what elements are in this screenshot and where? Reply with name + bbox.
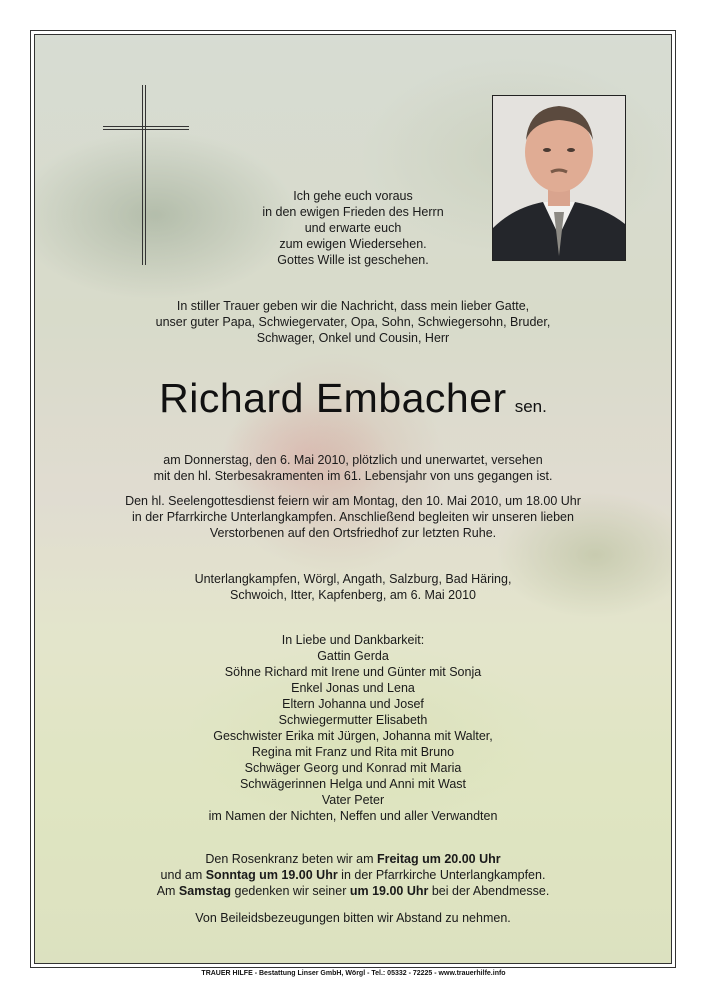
rosary-line: Am Samstag gedenken wir seiner um 19.00 Uhr bei der Abendmesse.: [156, 884, 550, 898]
intro-text: [35, 298, 671, 346]
rosary-text: [35, 851, 671, 899]
intro-line: In stiller Trauer geben wir die Nachricht, dass mein lieber Gatte,: [176, 299, 530, 313]
places-line: Unterlangkampfen, Wörgl, Angath, Salzburg, Bad Häring,: [194, 572, 512, 586]
funeral-text: [35, 493, 671, 541]
death-line: mit den hl. Sterbesakramenten im 61. Lebensjahr von uns gegangen ist.: [153, 469, 553, 483]
deceased-name: Richard Embacher: [159, 375, 507, 421]
poem: [35, 188, 671, 268]
notice-border: [30, 30, 676, 968]
funeral-line: in der Pfarrkirche Unterlangkampfen. Anschließend begleiten wir unseren lieben: [132, 510, 574, 524]
places-date: [35, 571, 671, 603]
funeral-line: Den hl. Seelengottesdienst feiern wir am Montag, den 10. Mai 2010, um 18.00 Uhr: [125, 494, 581, 508]
funeral-home-footer: TRAUER HILFE - Bestattung Linser GmbH, Wörgl - Tel.: 05332 - 72225 - www.trauerhilfe.info: [201, 970, 506, 977]
poem-line: zum ewigen Wiedersehen.: [279, 237, 427, 251]
family-line: Gattin Gerda: [317, 649, 389, 663]
death-line: am Donnerstag, den 6. Mai 2010, plötzlich und unerwartet, versehen: [163, 453, 543, 467]
family-line: Geschwister Erika mit Jürgen, Johanna mit Walter,: [213, 729, 493, 743]
death-text: [35, 452, 671, 484]
funeral-line: Verstorbenen auf den Ortsfriedhof zur letzten Ruhe.: [209, 526, 497, 540]
family-list: [35, 632, 671, 824]
family-line: In Liebe und Dankbarkeit:: [281, 633, 425, 647]
family-line: Eltern Johanna und Josef: [282, 697, 424, 711]
family-line: Schwägerinnen Helga und Anni mit Wast: [239, 777, 467, 791]
family-line: im Namen der Nichten, Neffen und aller Verwandten: [208, 809, 498, 823]
family-line: Enkel Jonas und Lena: [291, 681, 415, 695]
poem-line: in den ewigen Frieden des Herrn: [262, 205, 444, 219]
family-line: Schwäger Georg und Konrad mit Maria: [244, 761, 462, 775]
intro-line: Schwager, Onkel und Cousin, Herr: [256, 331, 450, 345]
places-line: Schwoich, Itter, Kapfenberg, am 6. Mai 2010: [230, 588, 476, 602]
poem-line: und erwarte euch: [304, 221, 402, 235]
deceased-name-row: [35, 375, 671, 422]
poem-line: Ich gehe euch voraus: [293, 189, 413, 203]
family-line: Schwiegermutter Elisabeth: [278, 713, 428, 727]
name-suffix: sen.: [514, 397, 547, 416]
rosary-line: Den Rosenkranz beten wir am Freitag um 20.00 Uhr: [205, 852, 501, 866]
background-photo: [34, 34, 672, 964]
family-line: Söhne Richard mit Irene und Günter mit Sonja: [224, 665, 482, 679]
intro-line: unser guter Papa, Schwiegervater, Opa, Sohn, Schwiegersohn, Bruder,: [155, 315, 551, 329]
poem-line: Gottes Wille ist geschehen.: [277, 253, 429, 267]
family-line: Vater Peter: [321, 793, 385, 807]
rosary-line: und am Sonntag um 19.00 Uhr in der Pfarrkirche Unterlangkampfen.: [160, 868, 546, 882]
condolence-request: Von Beileidsbezeugungen bitten wir Abstand zu nehmen.: [195, 911, 511, 925]
family-line: Regina mit Franz und Rita mit Bruno: [251, 745, 455, 759]
